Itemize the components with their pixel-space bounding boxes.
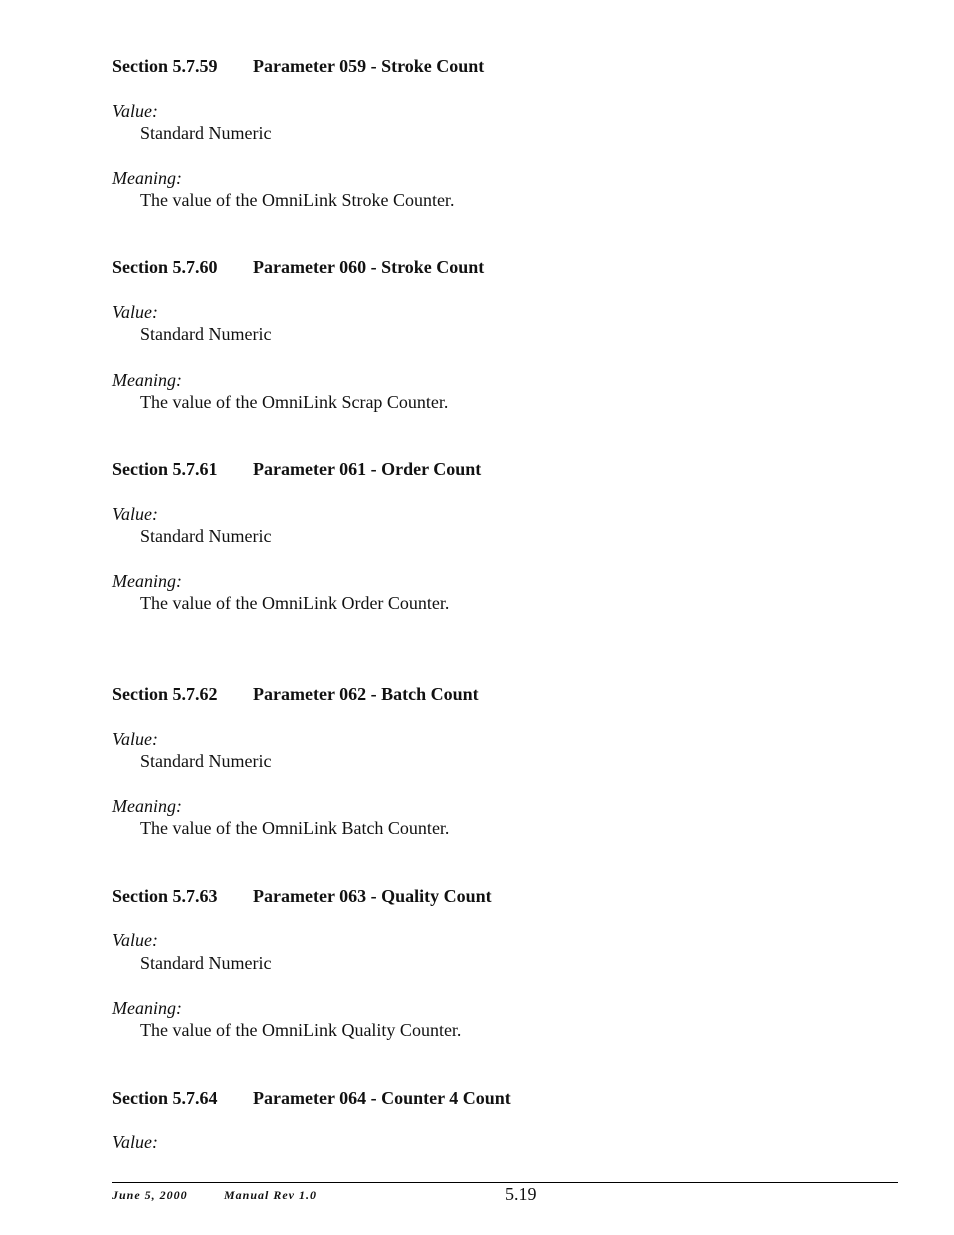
footer-info <box>112 1188 317 1203</box>
section-heading <box>112 885 892 907</box>
section-5-7-61 <box>112 458 892 613</box>
section-title: Parameter 061 - Order Count <box>253 459 482 479</box>
value-text: Standard Numeric <box>140 953 272 973</box>
value-label: Value: <box>112 729 158 749</box>
value-label: Value: <box>112 302 158 322</box>
meaning-text: The value of the OmniLink Stroke Counter. <box>140 190 455 210</box>
meaning-text: The value of the OmniLink Quality Counter. <box>140 1020 462 1040</box>
section-heading <box>112 458 892 480</box>
value-text: Standard Numeric <box>140 324 272 344</box>
section-heading <box>112 256 892 278</box>
section-5-7-60 <box>112 256 892 412</box>
section-heading <box>112 683 892 705</box>
section-number: Section 5.7.63 <box>112 886 218 906</box>
section-heading <box>112 1087 892 1109</box>
page-number: 5.19 <box>505 1184 537 1204</box>
section-number: Section 5.7.59 <box>112 56 218 76</box>
meaning-label: Meaning: <box>112 370 182 390</box>
footer-date: June 5, 2000 <box>112 1188 188 1202</box>
section-5-7-62 <box>112 683 892 838</box>
value-label: Value: <box>112 1132 158 1152</box>
section-title: Parameter 059 - Stroke Count <box>253 56 485 76</box>
section-title: Parameter 063 - Quality Count <box>253 886 492 906</box>
footer-divider <box>112 1182 898 1183</box>
section-5-7-63 <box>112 885 892 1040</box>
section-number: Section 5.7.60 <box>112 257 218 277</box>
section-number: Section 5.7.61 <box>112 459 218 479</box>
value-text: Standard Numeric <box>140 751 272 771</box>
section-title: Parameter 064 - Counter 4 Count <box>253 1088 511 1108</box>
meaning-label: Meaning: <box>112 796 182 816</box>
section-5-7-59 <box>112 55 892 210</box>
meaning-text: The value of the OmniLink Scrap Counter. <box>140 392 449 412</box>
section-5-7-64 <box>112 1087 892 1152</box>
meaning-text: The value of the OmniLink Batch Counter. <box>140 818 450 838</box>
section-number: Section 5.7.64 <box>112 1088 218 1108</box>
meaning-label: Meaning: <box>112 998 182 1018</box>
section-title: Parameter 062 - Batch Count <box>253 684 479 704</box>
meaning-label: Meaning: <box>112 168 182 188</box>
meaning-label: Meaning: <box>112 571 182 591</box>
value-label: Value: <box>112 930 158 950</box>
value-label: Value: <box>112 504 158 524</box>
section-heading <box>112 55 892 77</box>
meaning-text: The value of the OmniLink Order Counter. <box>140 593 450 613</box>
value-text: Standard Numeric <box>140 123 272 143</box>
value-label: Value: <box>112 101 158 121</box>
value-text: Standard Numeric <box>140 526 272 546</box>
footer-revision: Manual Rev 1.0 <box>224 1188 318 1202</box>
section-number: Section 5.7.62 <box>112 684 218 704</box>
section-title: Parameter 060 - Stroke Count <box>253 257 485 277</box>
